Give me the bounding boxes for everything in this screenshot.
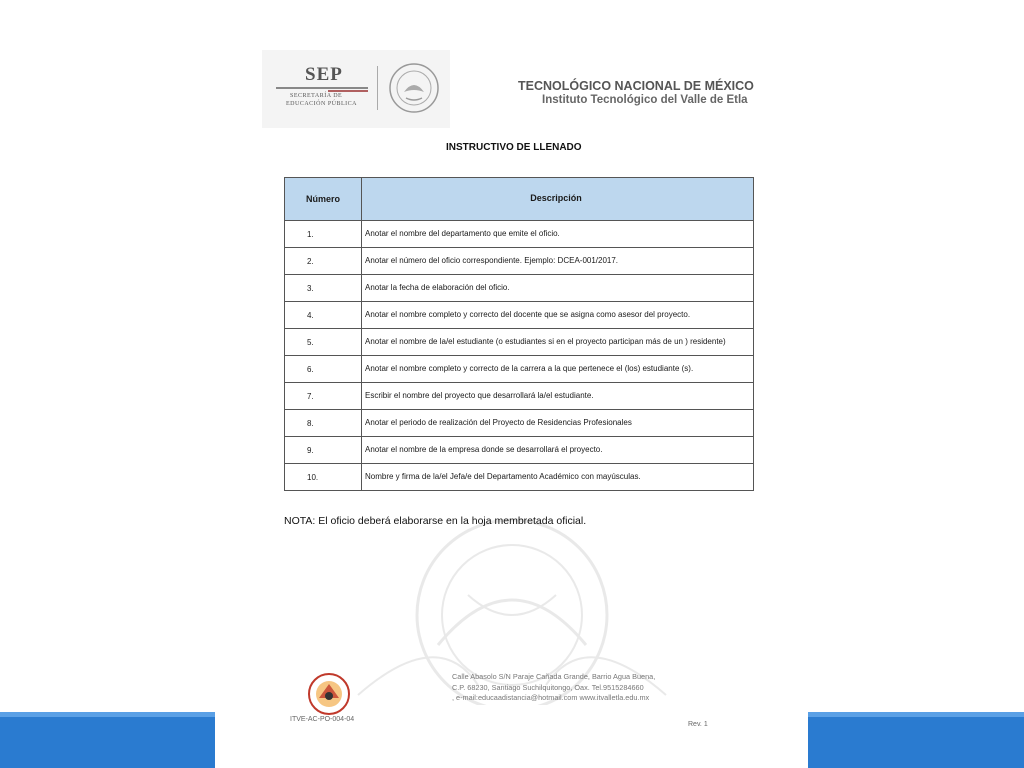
- row-number: 1.: [285, 221, 362, 247]
- document-code: ITVE-AC-PO-004-04: [290, 716, 355, 723]
- left-blue-bar: [0, 712, 215, 768]
- row-description: Escribir el nombre del proyecto que desarrollará la/el estudiante.: [365, 391, 594, 400]
- right-blue-bar: [808, 712, 1024, 768]
- row-description: Anotar el nombre del departamento que emite el oficio.: [365, 229, 560, 238]
- row-description: Anotar la fecha de elaboración del oficio.: [365, 283, 510, 292]
- row-number: 9.: [285, 437, 362, 463]
- sep-subtitle-line2: EDUCACIÓN PÚBLICA: [286, 101, 358, 107]
- document-title: INSTRUCTIVO DE LLENADO: [446, 142, 582, 153]
- header-description: Descripción: [530, 193, 582, 204]
- row-description: Anotar el nombre de la/el estudiante (o estudiantes si en el proyecto participan más de un ) residente): [365, 337, 726, 346]
- institution-subtitle: Instituto Tecnológico del Valle de Etla: [542, 94, 748, 106]
- revision-label: Rev. 1: [688, 721, 708, 728]
- row-description: Anotar el nombre de la empresa donde se desarrollará el proyecto.: [365, 445, 603, 454]
- row-description: Anotar el periodo de realización del Proyecto de Residencias Profesionales: [365, 418, 632, 427]
- table-row: [285, 220, 753, 247]
- table-row: [285, 247, 753, 274]
- national-seal-icon: [388, 62, 440, 114]
- institution-title: TECNOLÓGICO NACIONAL DE MÉXICO: [518, 79, 754, 93]
- sep-logo-line: [276, 87, 368, 89]
- address-line2: C.P. 68230, Santiago Suchilquitongo, Oax. Tel.9515284660: [452, 682, 644, 692]
- instructions-table: [284, 177, 754, 491]
- table-row: [285, 382, 753, 409]
- sep-logo-text: SEP: [305, 64, 343, 85]
- table-row: [285, 274, 753, 301]
- table-row: [285, 463, 753, 490]
- address-line1: Calle Abasolo S/N Paraje Cañada Grande, Barrio Agua Buena,: [452, 672, 656, 681]
- document-note: NOTA: El oficio deberá elaborarse en la hoja membretada oficial.: [284, 515, 587, 527]
- row-number: 5.: [285, 329, 362, 355]
- sep-logo-accent-line: [328, 90, 368, 92]
- table-row: [285, 355, 753, 382]
- header-divider: [377, 66, 378, 110]
- row-number: 7.: [285, 383, 362, 409]
- table-row: [285, 409, 753, 436]
- table-row: [285, 328, 753, 355]
- institute-logo-icon: [305, 672, 353, 716]
- row-number: 10.: [285, 464, 362, 490]
- footer-address: [452, 672, 655, 704]
- row-number: 2.: [285, 248, 362, 274]
- header-number: Número: [285, 178, 362, 220]
- row-description: Anotar el nombre completo y correcto del docente que se asigna como asesor del proyecto.: [365, 310, 691, 319]
- row-number: 8.: [285, 410, 362, 436]
- table-row: [285, 436, 753, 463]
- row-number: 4.: [285, 302, 362, 328]
- row-description: Anotar el nombre completo y correcto de la carrera a la que pertenece el (los) estudiante (s).: [365, 364, 694, 373]
- table-header-row: [285, 178, 753, 220]
- row-description: Nombre y firma de la/el Jefa/e del Departamento Académico con mayúsculas.: [365, 472, 641, 481]
- address-line3: , e-mail:educaadistancia@hotmail.com www.itvalletla.edu.mx: [452, 693, 650, 703]
- row-number: 3.: [285, 275, 362, 301]
- table-row: [285, 301, 753, 328]
- row-number: 6.: [285, 356, 362, 382]
- row-description: Anotar el número del oficio correspondiente. Ejemplo: DCEA-001/2017.: [365, 256, 619, 265]
- sep-subtitle-line1: SECRETARÍA DE: [290, 93, 343, 99]
